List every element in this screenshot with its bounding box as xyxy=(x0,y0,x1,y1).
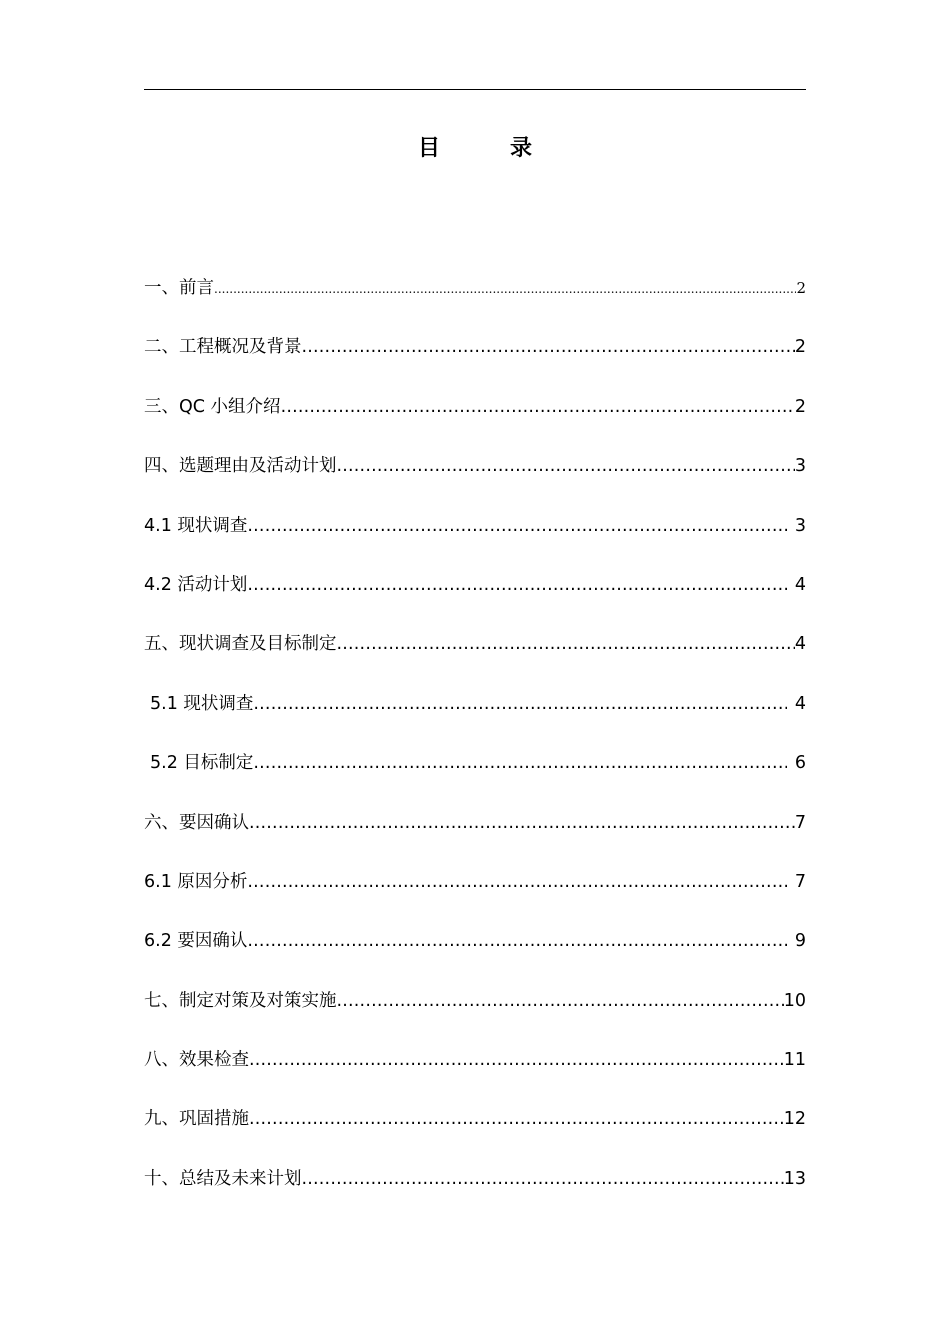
toc-entry-consolidation[interactable] xyxy=(144,1103,806,1162)
toc-entry-5-2[interactable] xyxy=(144,747,806,806)
toc-page-number: 7 xyxy=(794,871,806,892)
toc-entry-5-1[interactable] xyxy=(144,688,806,747)
toc-page-number: 11 xyxy=(783,1050,806,1071)
toc-entry-label: 七、制定对策及对策实施 xyxy=(144,990,337,1011)
toc-page-number: 7 xyxy=(794,812,806,833)
toc-entry-key-causes[interactable] xyxy=(144,807,806,866)
toc-dot-leader xyxy=(247,866,786,898)
toc-page-number: 3 xyxy=(794,456,806,477)
toc-page-number: 4 xyxy=(794,574,806,595)
toc-page-number: 2 xyxy=(794,396,806,417)
toc-page-number: 4 xyxy=(794,634,806,655)
toc-entry-label: 八、效果检查 xyxy=(144,1050,249,1071)
toc-entry-effect-check[interactable] xyxy=(144,1044,806,1103)
toc-page-number: 2 xyxy=(794,337,806,358)
toc-entry-project-overview[interactable] xyxy=(144,331,806,390)
toc-entry-countermeasures[interactable] xyxy=(144,985,806,1044)
toc-entry-status-goal[interactable] xyxy=(144,628,806,687)
toc-dot-leader xyxy=(249,807,795,839)
toc-entry-label: 二、工程概况及背景 xyxy=(144,337,302,358)
toc-entry-label: 三、QC 小组介绍 xyxy=(144,396,281,417)
toc-dot-leader xyxy=(253,688,786,720)
toc-entry-label: 一、前言 xyxy=(144,278,214,298)
toc-title: 目 录 xyxy=(417,136,556,161)
toc-dot-leader xyxy=(337,985,784,1017)
toc-dot-leader xyxy=(337,450,795,482)
toc-page-number: 12 xyxy=(783,1109,806,1130)
toc-dot-leader xyxy=(214,273,796,305)
toc-dot-leader xyxy=(302,1163,784,1195)
toc-page-number: 13 xyxy=(783,1168,806,1189)
toc-page-number: 10 xyxy=(783,990,806,1011)
toc-entry-label: 六、要因确认 xyxy=(144,812,249,833)
toc-page-number: 3 xyxy=(794,515,806,536)
toc-entry-label: 6.1 原因分析 xyxy=(144,871,248,892)
toc-entry-label: 5.1 现状调查 xyxy=(150,693,254,714)
toc-entry-6-2[interactable] xyxy=(144,925,806,984)
toc-dot-leader xyxy=(249,1044,784,1076)
toc-entry-preface[interactable] xyxy=(144,272,806,331)
toc-dot-leader xyxy=(247,925,786,957)
toc-entry-qc-group[interactable] xyxy=(144,391,806,450)
toc-entry-label: 4.1 现状调查 xyxy=(144,515,248,536)
toc-dot-leader xyxy=(247,569,786,601)
toc-page-number: 2 xyxy=(796,279,806,297)
toc-entry-6-1[interactable] xyxy=(144,866,806,925)
toc-dot-leader xyxy=(249,1103,784,1135)
table-of-contents xyxy=(144,272,806,1222)
toc-dot-leader xyxy=(247,510,786,542)
toc-entry-4-1[interactable] xyxy=(144,510,806,569)
header-rule xyxy=(144,89,806,90)
toc-page-number: 6 xyxy=(794,753,806,774)
toc-entry-label: 五、现状调查及目标制定 xyxy=(144,634,337,655)
toc-page-number: 9 xyxy=(794,931,806,952)
toc-dot-leader xyxy=(253,747,786,779)
toc-entry-topic-selection[interactable] xyxy=(144,450,806,509)
toc-entry-4-2[interactable] xyxy=(144,569,806,628)
toc-entry-label: 九、巩固措施 xyxy=(144,1109,249,1130)
toc-entry-label: 4.2 活动计划 xyxy=(144,574,248,595)
toc-page-number: 4 xyxy=(794,693,806,714)
toc-dot-leader xyxy=(337,628,795,660)
toc-entry-summary[interactable] xyxy=(144,1163,806,1222)
toc-entry-label: 四、选题理由及活动计划 xyxy=(144,456,337,477)
toc-entry-label: 6.2 要因确认 xyxy=(144,931,248,952)
toc-entry-label: 5.2 目标制定 xyxy=(150,753,254,774)
toc-entry-label: 十、总结及未来计划 xyxy=(144,1168,302,1189)
toc-dot-leader xyxy=(281,391,795,423)
toc-dot-leader xyxy=(302,331,795,363)
